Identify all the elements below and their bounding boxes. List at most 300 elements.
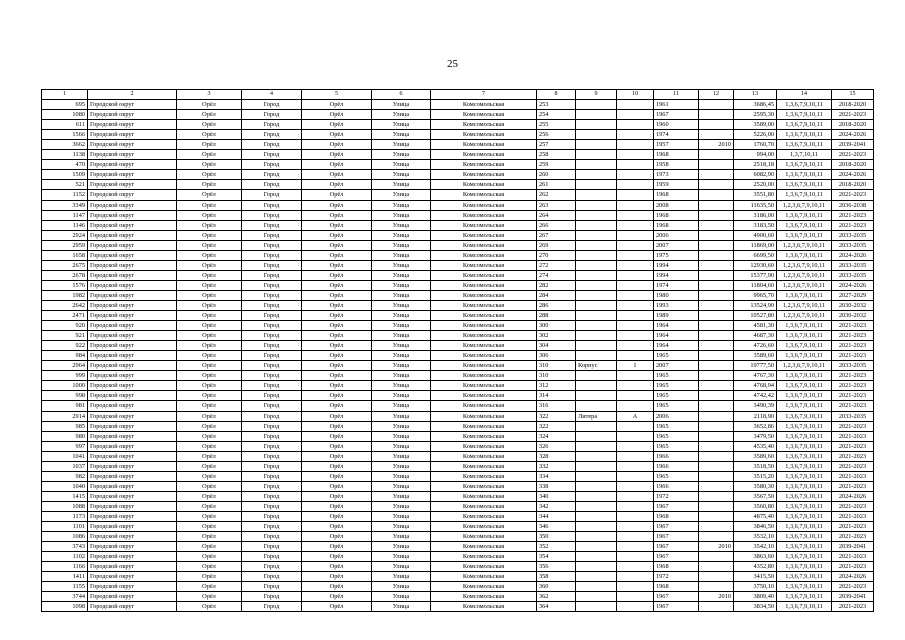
table-cell: 310 xyxy=(537,361,576,371)
table-cell xyxy=(617,552,654,562)
table-cell: 2021-2023 xyxy=(832,471,874,481)
table-cell: Город xyxy=(242,481,302,491)
table-cell: 1,2,3,6,7,9,10,11 xyxy=(777,260,832,270)
table-cell: 999 xyxy=(42,371,88,381)
table-cell: Городской округ xyxy=(88,190,177,200)
table-cell xyxy=(699,190,734,200)
table-cell: 1,3,6,7,9,10,11 xyxy=(777,120,832,130)
table-cell xyxy=(576,250,617,260)
table-cell xyxy=(576,110,617,120)
table-cell: 2021-2023 xyxy=(832,110,874,120)
table-cell: Городской округ xyxy=(88,421,177,431)
table-cell: 3743 xyxy=(42,542,88,552)
table-cell: 1,3,6,7,9,10,11 xyxy=(777,371,832,381)
table-cell: Улица xyxy=(372,471,431,481)
table-cell: Орёл xyxy=(177,260,242,270)
table-cell: Орёл xyxy=(177,250,242,260)
table-cell: Город xyxy=(242,381,302,391)
table-cell: Город xyxy=(242,170,302,180)
table-cell: Улица xyxy=(372,150,431,160)
table-cell xyxy=(617,421,654,431)
table-cell: 1,3,6,7,9,10,11 xyxy=(777,381,832,391)
table-cell: 1967 xyxy=(654,602,699,612)
table-cell xyxy=(699,130,734,140)
table-cell: Комсомольская xyxy=(431,501,537,511)
table-cell: Улица xyxy=(372,582,431,592)
table-cell: Город xyxy=(242,280,302,290)
table-cell: Городской округ xyxy=(88,461,177,471)
table-cell xyxy=(576,552,617,562)
table-cell: 1,3,6,7,9,10,11 xyxy=(777,331,832,341)
table-cell: Улица xyxy=(372,200,431,210)
table-cell: Городской округ xyxy=(88,552,177,562)
table-cell: Город xyxy=(242,160,302,170)
table-cell: Комсомольская xyxy=(431,532,537,542)
table-cell: 4581,30 xyxy=(734,321,777,331)
table-cell xyxy=(699,110,734,120)
table-cell: 306 xyxy=(537,351,576,361)
table-cell: Город xyxy=(242,401,302,411)
column-header: 1 xyxy=(42,90,88,100)
table-cell: Комсомольская xyxy=(431,522,537,532)
table-cell: Город xyxy=(242,491,302,501)
table-cell: Орёл xyxy=(177,522,242,532)
table-cell: 1965 xyxy=(654,401,699,411)
table-cell xyxy=(699,381,734,391)
table-cell: Орёл xyxy=(177,562,242,572)
column-header: 9 xyxy=(576,90,617,100)
table-cell: 3589,00 xyxy=(734,120,777,130)
table-cell xyxy=(576,511,617,521)
table-cell: 2924 xyxy=(42,230,88,240)
table-cell xyxy=(699,431,734,441)
table-cell: Городской округ xyxy=(88,300,177,310)
table-cell xyxy=(576,290,617,300)
table-cell: 3589,60 xyxy=(734,451,777,461)
table-cell: 3532,10 xyxy=(734,532,777,542)
table-cell: Городской округ xyxy=(88,331,177,341)
table-cell: 1964 xyxy=(654,331,699,341)
table-cell: 1974 xyxy=(654,280,699,290)
table-cell: 314 xyxy=(537,391,576,401)
table-cell: Улица xyxy=(372,210,431,220)
table-cell: Комсомольская xyxy=(431,200,537,210)
table-cell: 1967 xyxy=(654,592,699,602)
table-row xyxy=(42,431,874,441)
table-cell: Орёл xyxy=(302,300,372,310)
table-cell: Комсомольская xyxy=(431,130,537,140)
table-cell: 1965 xyxy=(654,421,699,431)
table-cell: Орёл xyxy=(302,321,372,331)
table-cell: Городской округ xyxy=(88,341,177,351)
table-cell: Орёл xyxy=(177,542,242,552)
table-cell xyxy=(576,220,617,230)
table-cell: Комсомольская xyxy=(431,431,537,441)
table-cell: 4768,94 xyxy=(734,381,777,391)
table-cell: 1,3,6,7,9,10,11 xyxy=(777,250,832,260)
table-cell: Орёл xyxy=(302,351,372,361)
table-cell: 1415 xyxy=(42,491,88,501)
table-cell: 267 xyxy=(537,230,576,240)
table-cell: 1,3,6,7,9,10,11 xyxy=(777,441,832,451)
table-cell: Орёл xyxy=(302,130,372,140)
table-cell: Городской округ xyxy=(88,572,177,582)
table-cell: 1975 xyxy=(654,250,699,260)
table-cell: Комсомольская xyxy=(431,351,537,361)
table-cell xyxy=(617,250,654,260)
column-header: 12 xyxy=(699,90,734,100)
table-cell: Орёл xyxy=(302,180,372,190)
table-cell: 1967 xyxy=(654,532,699,542)
table-cell: Город xyxy=(242,250,302,260)
table-cell: Городской округ xyxy=(88,290,177,300)
table-cell xyxy=(617,532,654,542)
table-cell: 261 xyxy=(537,180,576,190)
table-row xyxy=(42,200,874,210)
table-cell: Орёл xyxy=(177,361,242,371)
table-cell: Город xyxy=(242,522,302,532)
table-cell: Улица xyxy=(372,532,431,542)
table-cell xyxy=(617,441,654,451)
table-cell xyxy=(699,120,734,130)
table-cell: Улица xyxy=(372,391,431,401)
table-cell: Город xyxy=(242,602,302,612)
table-cell: Орёл xyxy=(177,471,242,481)
table-cell: 1993 xyxy=(654,300,699,310)
table-cell: 1,2,3,6,7,9,10,11 xyxy=(777,300,832,310)
table-cell: 11804,60 xyxy=(734,280,777,290)
table-cell: Городской округ xyxy=(88,250,177,260)
table-cell: 360 xyxy=(537,582,576,592)
table-row xyxy=(42,481,874,491)
table-cell: Город xyxy=(242,391,302,401)
table-cell: Орёл xyxy=(177,100,242,110)
table-cell: Городской округ xyxy=(88,361,177,371)
table-cell: Город xyxy=(242,110,302,120)
table-cell: 1965 xyxy=(654,381,699,391)
table-cell: 1,3,6,7,9,10,11 xyxy=(777,230,832,240)
table-cell xyxy=(699,582,734,592)
table-cell: Улица xyxy=(372,491,431,501)
table-cell: Улица xyxy=(372,361,431,371)
table-cell: 342 xyxy=(537,501,576,511)
table-cell: 611 xyxy=(42,120,88,130)
table-cell: Улица xyxy=(372,160,431,170)
table-cell: Орёл xyxy=(177,421,242,431)
table-cell: 3186,00 xyxy=(734,210,777,220)
table-cell xyxy=(576,391,617,401)
table-cell: Улица xyxy=(372,270,431,280)
table-cell: Орёл xyxy=(177,280,242,290)
table-cell: Орёл xyxy=(177,150,242,160)
table-cell: Комсомольская xyxy=(431,411,537,421)
table-cell xyxy=(576,311,617,321)
table-cell: Городской округ xyxy=(88,391,177,401)
table-cell: 2518,18 xyxy=(734,160,777,170)
table-cell: Городской округ xyxy=(88,230,177,240)
table-cell: Улица xyxy=(372,230,431,240)
table-cell xyxy=(576,331,617,341)
table-cell: Улица xyxy=(372,190,431,200)
table-cell: 1,3,6,7,9,10,11 xyxy=(777,552,832,562)
table-cell xyxy=(576,441,617,451)
table-cell: Орёл xyxy=(177,431,242,441)
table-cell: 1973 xyxy=(654,170,699,180)
table-cell: 1411 xyxy=(42,572,88,582)
table-cell: Город xyxy=(242,200,302,210)
table-cell xyxy=(699,290,734,300)
table-cell xyxy=(617,130,654,140)
table-cell: Комсомольская xyxy=(431,170,537,180)
table-cell: 2021-2023 xyxy=(832,602,874,612)
table-cell: Город xyxy=(242,421,302,431)
table-row xyxy=(42,411,874,421)
table-cell: 1,3,6,7,9,10,11 xyxy=(777,501,832,511)
table-cell: Город xyxy=(242,240,302,250)
table-cell xyxy=(576,341,617,351)
table-cell: 1173 xyxy=(42,511,88,521)
table-cell: 2675 xyxy=(42,260,88,270)
table-cell: 1,2,3,6,7,9,10,11 xyxy=(777,240,832,250)
table-cell: Орёл xyxy=(177,501,242,511)
table-cell: Орёл xyxy=(177,451,242,461)
table-cell: Улица xyxy=(372,341,431,351)
table-cell: 1965 xyxy=(654,431,699,441)
table-cell xyxy=(699,441,734,451)
table-cell xyxy=(699,461,734,471)
table-cell: Орёл xyxy=(302,120,372,130)
table-cell: 326 xyxy=(537,441,576,451)
table-cell xyxy=(576,150,617,160)
table-cell: Орёл xyxy=(302,190,372,200)
table-cell: 1,3,6,7,9,10,11 xyxy=(777,210,832,220)
table-cell: Комсомольская xyxy=(431,190,537,200)
table-cell xyxy=(699,150,734,160)
table-cell xyxy=(617,311,654,321)
table-cell: 1964 xyxy=(654,341,699,351)
table-cell: Улица xyxy=(372,280,431,290)
table-row xyxy=(42,160,874,170)
table-cell: 1,3,6,7,9,10,11 xyxy=(777,140,832,150)
table-cell: Комсомольская xyxy=(431,210,537,220)
table-cell: 982 xyxy=(42,471,88,481)
table-cell: Орёл xyxy=(302,461,372,471)
table-cell: 324 xyxy=(537,431,576,441)
table-cell: 1966 xyxy=(654,451,699,461)
table-cell: Орёл xyxy=(302,100,372,110)
table-cell: 1,3,6,7,9,10,11 xyxy=(777,542,832,552)
table-cell: Орёл xyxy=(177,270,242,280)
table-cell: Орёл xyxy=(177,321,242,331)
table-cell: 10527,80 xyxy=(734,311,777,321)
table-cell: Орёл xyxy=(302,441,372,451)
table-cell: 2021-2023 xyxy=(832,351,874,361)
table-cell: 258 xyxy=(537,150,576,160)
table-cell xyxy=(617,451,654,461)
table-row xyxy=(42,341,874,351)
table-cell: 1,3,6,7,9,10,11 xyxy=(777,592,832,602)
table-cell: 1040 xyxy=(42,481,88,491)
table-cell: 3834,50 xyxy=(734,602,777,612)
table-cell: Комсомольская xyxy=(431,562,537,572)
table-cell: 2021-2023 xyxy=(832,331,874,341)
table-cell: 284 xyxy=(537,290,576,300)
table-cell: Городской округ xyxy=(88,522,177,532)
table-cell xyxy=(699,421,734,431)
table-cell: Городской округ xyxy=(88,270,177,280)
table-cell: 2021-2023 xyxy=(832,190,874,200)
table-cell: Городской округ xyxy=(88,481,177,491)
table-cell: Городской округ xyxy=(88,532,177,542)
table-cell: 255 xyxy=(537,120,576,130)
table-cell: Орёл xyxy=(302,511,372,521)
table-cell: Комсомольская xyxy=(431,401,537,411)
table-cell: Улица xyxy=(372,431,431,441)
table-cell: Комсомольская xyxy=(431,461,537,471)
table-cell: Городской округ xyxy=(88,582,177,592)
table-cell xyxy=(576,481,617,491)
table-cell: 2964 xyxy=(42,361,88,371)
table-cell xyxy=(699,491,734,501)
table-cell: 3183,50 xyxy=(734,220,777,230)
table-cell: 1,2,3,6,7,9,10,11 xyxy=(777,361,832,371)
table-cell: Комсомольская xyxy=(431,582,537,592)
table-cell: 980 xyxy=(42,431,88,441)
table-cell: Орёл xyxy=(177,532,242,542)
table-cell: Улица xyxy=(372,501,431,511)
table-cell: 3686,45 xyxy=(734,100,777,110)
table-cell: Орёл xyxy=(302,582,372,592)
table-cell: 2021-2023 xyxy=(832,481,874,491)
table-cell: 3863,60 xyxy=(734,552,777,562)
table-cell: Орёл xyxy=(177,170,242,180)
table-cell xyxy=(617,471,654,481)
table-cell: 352 xyxy=(537,542,576,552)
table-cell: Орёл xyxy=(302,421,372,431)
table-cell: Орёл xyxy=(177,441,242,451)
table-cell xyxy=(576,532,617,542)
table-cell: Город xyxy=(242,120,302,130)
table-row xyxy=(42,441,874,451)
table-cell: Орёл xyxy=(302,411,372,421)
table-cell: Комсомольская xyxy=(431,160,537,170)
table-cell xyxy=(576,180,617,190)
table-cell: Город xyxy=(242,471,302,481)
table-cell: Город xyxy=(242,260,302,270)
table-cell: Орёл xyxy=(302,391,372,401)
table-cell: Город xyxy=(242,180,302,190)
table-cell: Город xyxy=(242,511,302,521)
table-cell: Комсомольская xyxy=(431,260,537,270)
table-cell: 997 xyxy=(42,441,88,451)
table-cell xyxy=(699,481,734,491)
table-row xyxy=(42,100,874,110)
table-row xyxy=(42,391,874,401)
table-cell: Орёл xyxy=(177,411,242,421)
table-cell: Городской округ xyxy=(88,240,177,250)
table-cell: 1,3,6,7,9,10,11 xyxy=(777,190,832,200)
column-header: 6 xyxy=(372,90,431,100)
table-cell: 1965 xyxy=(654,441,699,451)
table-cell: 3744 xyxy=(42,592,88,602)
table-cell xyxy=(699,280,734,290)
table-cell: 1,3,6,7,9,10,11 xyxy=(777,160,832,170)
table-cell: 1968 xyxy=(654,511,699,521)
table-row xyxy=(42,371,874,381)
table-cell: 1,3,6,7,9,10,11 xyxy=(777,290,832,300)
table-cell: Комсомольская xyxy=(431,481,537,491)
table-cell: 1,3,6,7,9,10,11 xyxy=(777,511,832,521)
table-cell: 1965 xyxy=(654,471,699,481)
table-cell: 4900,60 xyxy=(734,230,777,240)
table-cell: Комсомольская xyxy=(431,381,537,391)
table-cell xyxy=(576,200,617,210)
table-cell: 5226,00 xyxy=(734,130,777,140)
table-cell: Городской округ xyxy=(88,210,177,220)
table-cell: Город xyxy=(242,300,302,310)
table-cell: Улица xyxy=(372,170,431,180)
table-cell: 274 xyxy=(537,270,576,280)
table-cell: 2036-2038 xyxy=(832,200,874,210)
table-cell: Городской округ xyxy=(88,371,177,381)
table-cell: 2024-2026 xyxy=(832,130,874,140)
table-cell: Комсомольская xyxy=(431,290,537,300)
table-cell: 1965 xyxy=(654,371,699,381)
table-cell: Орёл xyxy=(302,532,372,542)
table-cell: Городской округ xyxy=(88,431,177,441)
table-cell: 1102 xyxy=(42,552,88,562)
table-cell: Улица xyxy=(372,311,431,321)
table-cell: 310 xyxy=(537,371,576,381)
table-cell: Комсомольская xyxy=(431,331,537,341)
table-row xyxy=(42,120,874,130)
table-cell: Орёл xyxy=(302,451,372,461)
table-cell: 1037 xyxy=(42,461,88,471)
table-cell: Городской округ xyxy=(88,220,177,230)
table-cell: 4535,40 xyxy=(734,441,777,451)
table-cell: 2021-2023 xyxy=(832,391,874,401)
table-cell: 2595,30 xyxy=(734,110,777,120)
table-cell: 3652,86 xyxy=(734,421,777,431)
table-cell: Городской округ xyxy=(88,100,177,110)
table-cell: 1980 xyxy=(654,290,699,300)
table-cell: 354 xyxy=(537,552,576,562)
table-cell: Орёл xyxy=(302,110,372,120)
table-cell xyxy=(699,240,734,250)
table-cell: Орёл xyxy=(302,491,372,501)
table-cell: 13524,90 xyxy=(734,300,777,310)
table-row xyxy=(42,361,874,371)
table-cell xyxy=(699,552,734,562)
table-cell: 695 xyxy=(42,100,88,110)
table-cell: Комсомольская xyxy=(431,341,537,351)
table-cell: Город xyxy=(242,552,302,562)
table-cell xyxy=(699,501,734,511)
table-cell: Орёл xyxy=(177,300,242,310)
table-cell: 2021-2023 xyxy=(832,210,874,220)
table-cell: 984 xyxy=(42,351,88,361)
table-cell: Городской округ xyxy=(88,180,177,190)
table-cell: Орёл xyxy=(177,220,242,230)
table-row xyxy=(42,270,874,280)
table-cell: Город xyxy=(242,341,302,351)
table-cell: Город xyxy=(242,441,302,451)
table-cell: Городской округ xyxy=(88,411,177,421)
table-cell: 338 xyxy=(537,481,576,491)
table-cell: Орёл xyxy=(302,331,372,341)
table-cell: 1,2,3,6,7,9,10,11 xyxy=(777,311,832,321)
table-cell: Комсомольская xyxy=(431,421,537,431)
